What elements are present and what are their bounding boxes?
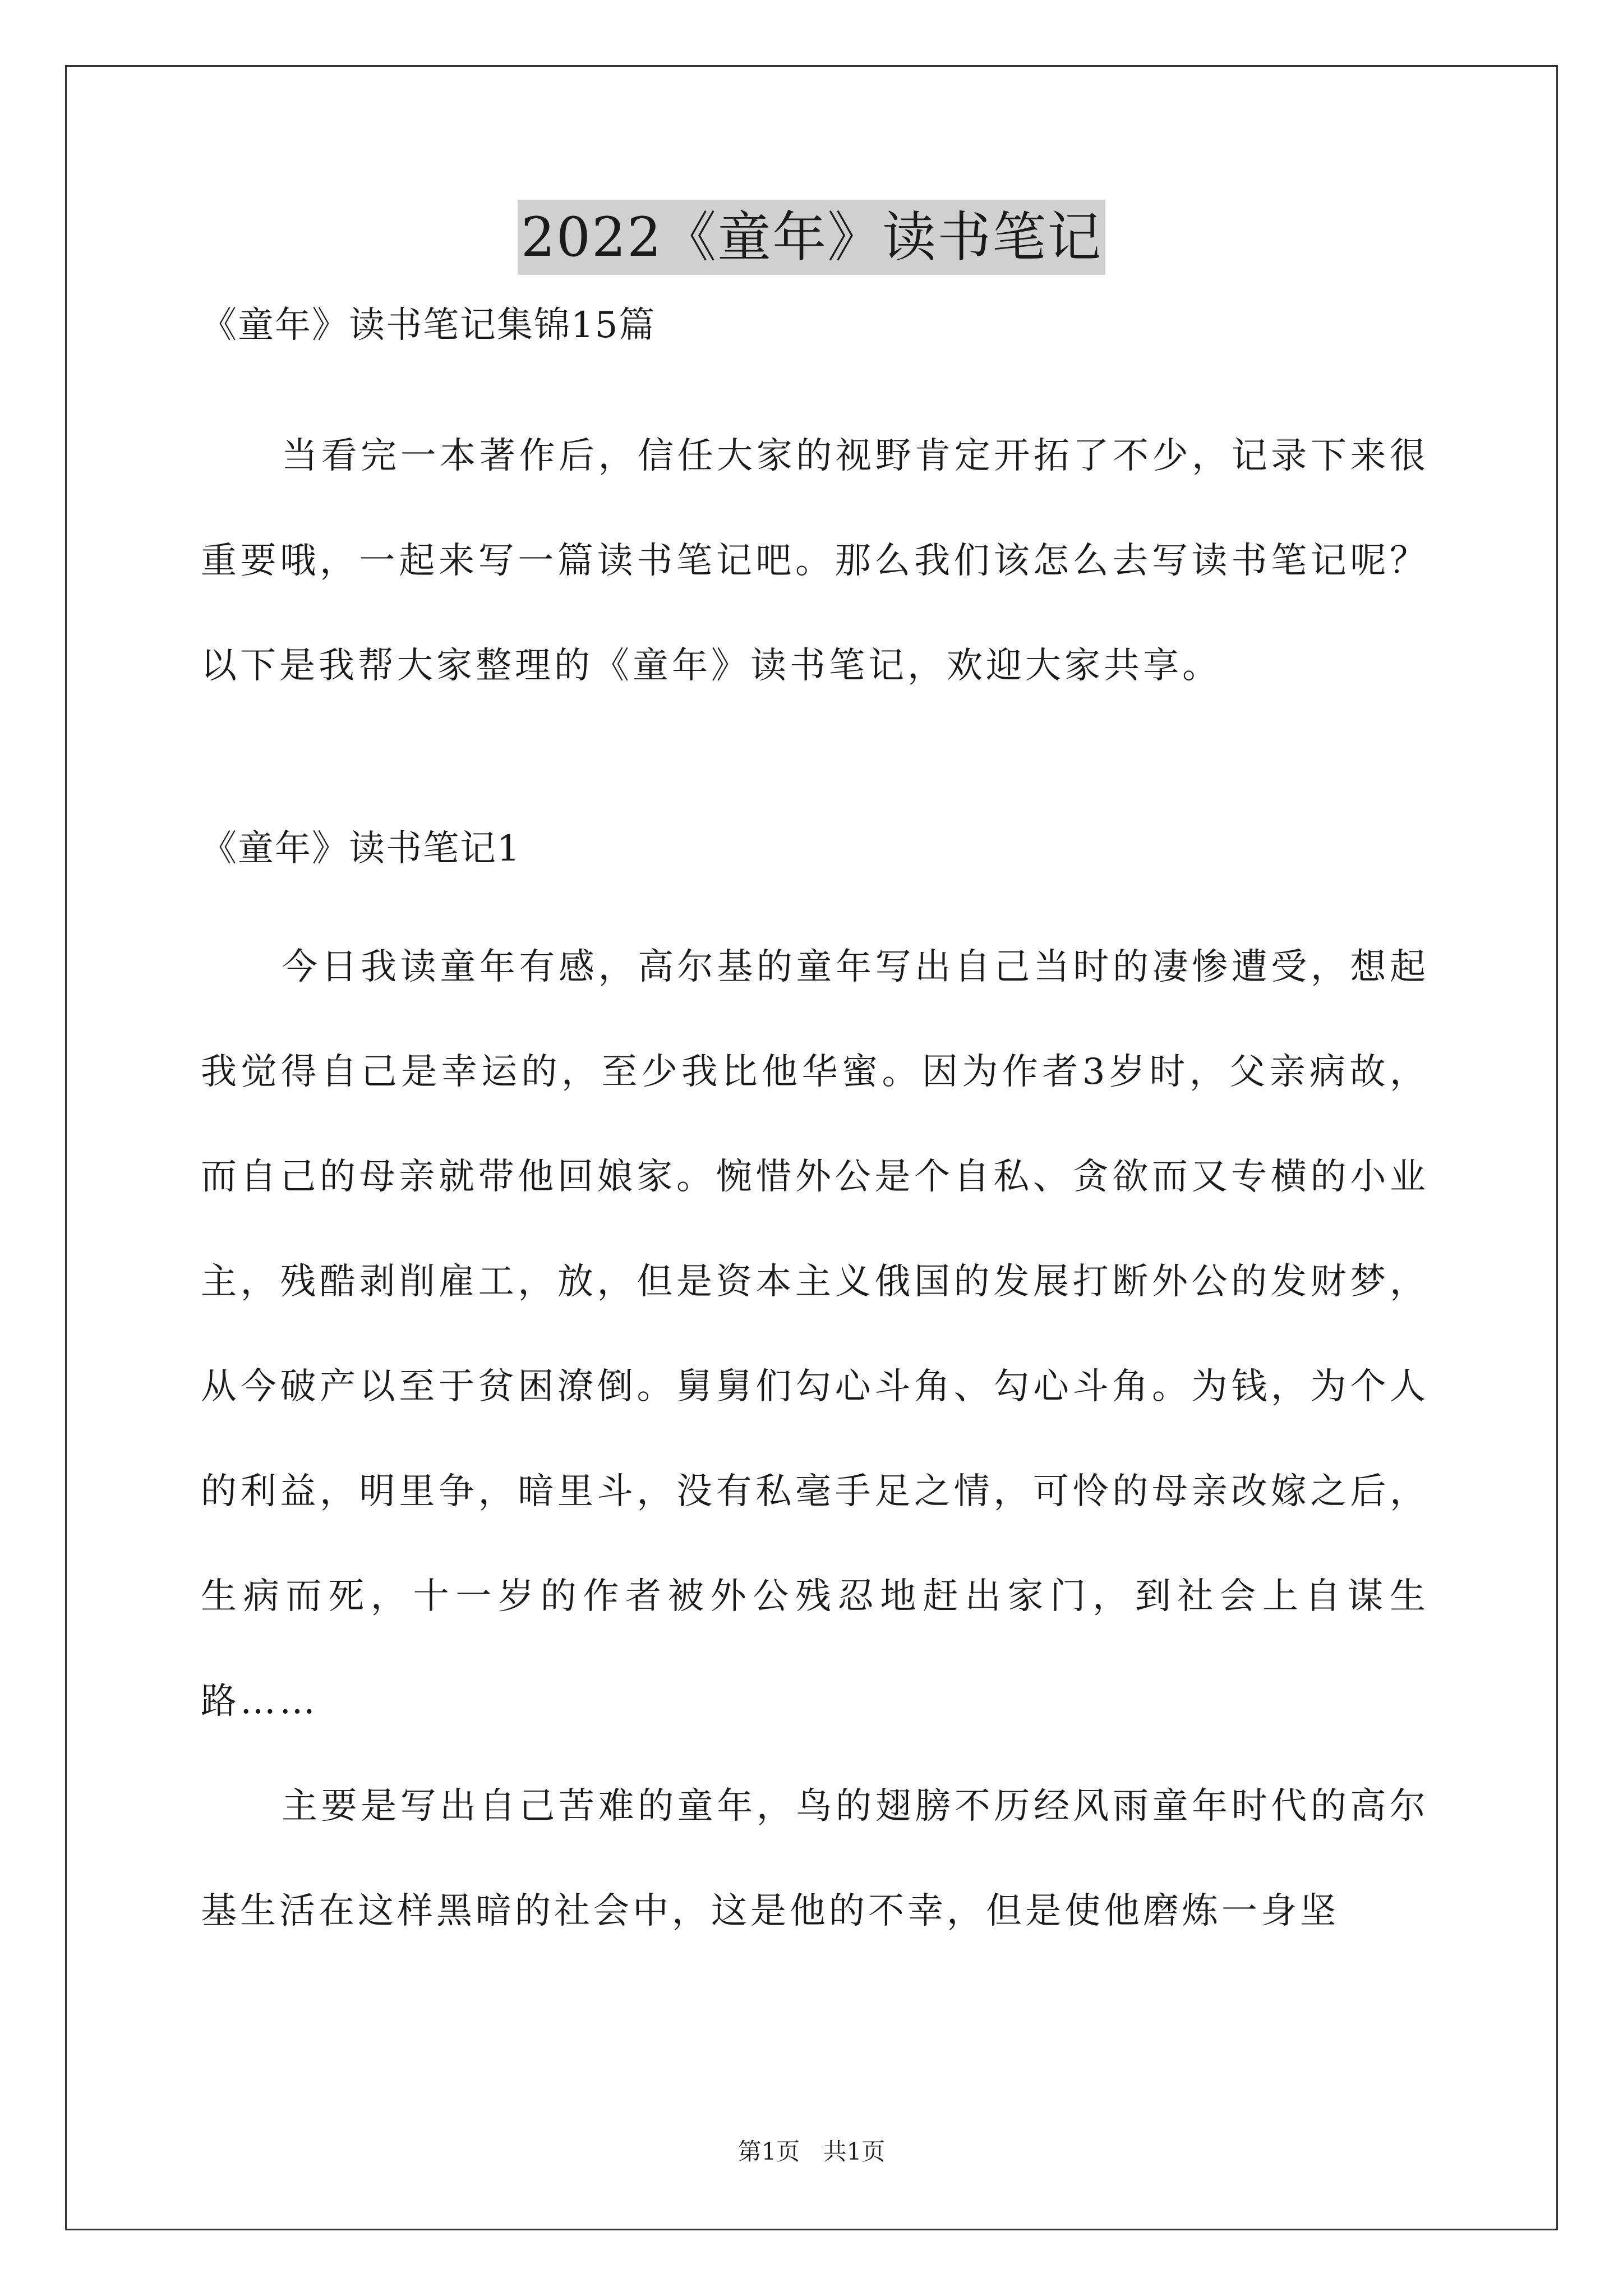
spacer (201, 871, 1429, 915)
page-number: 第1页 (737, 2138, 800, 2165)
body-paragraph-2: 主要是写出自己苦难的童年，鸟的翅膀不历经风雨童年时代的高尔基生活在这样黑暗的社会中，这是他的不幸，但是使他磨炼一身坚 (201, 1786, 1429, 1932)
title-container (0, 200, 1623, 275)
page-total: 共1页 (823, 2138, 886, 2165)
collection-heading: 《童年》读书笔记集锦15篇 (201, 305, 656, 346)
section-heading: 《童年》读书笔记1 (201, 828, 521, 869)
spacer (201, 719, 1429, 826)
page-footer (0, 2135, 1623, 2169)
body-paragraph-1: 今日我读童年有感，高尔基的童年写出自己当时的凄惨遭受，想起我觉得自己是幸运的，至少我比他华蜜。因为作者3岁时，父亲病故，而自己的母亲就带他回娘家。惋惜外公是个自私、贪欲而又专横的小业主，残酷剥削雇工，放，但是资本主义俄国的发展打断外公的发财梦，从今破产以至于贫困潦倒。舅舅们勾心斗角、勾心斗角。为钱，为个人的利益，明里争，暗里斗，没有私毫手足之情，可怜的母亲改嫁之后，生病而死，十一岁的作者被外公残忍地赶出家门，到社会上自谋生路…… (201, 946, 1429, 1722)
document-title: 2022《童年》读书笔记 (518, 200, 1105, 275)
intro-paragraph: 当看完一本著作后，信任大家的视野肯定开拓了不少，记录下来很重要哦，一起来写一篇读书笔记吧。那么我们该怎么去写读书笔记呢？以下是我帮大家整理的《童年》读书笔记，欢迎大家共享。 (201, 435, 1429, 687)
document-body (201, 303, 1429, 1964)
spacer (201, 348, 1429, 404)
